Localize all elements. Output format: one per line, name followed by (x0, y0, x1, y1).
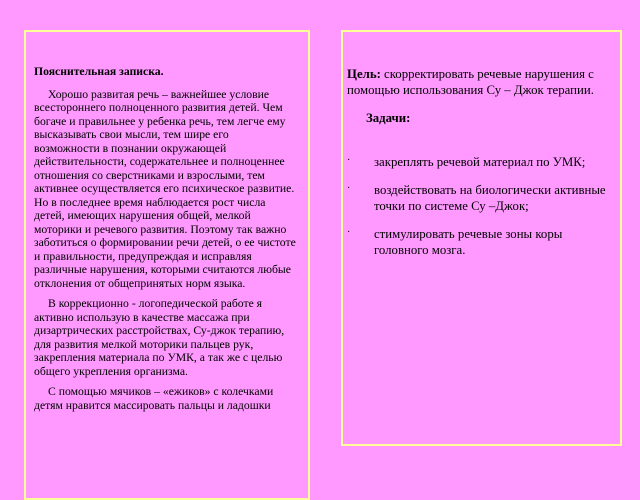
bullet-icon: · (347, 154, 351, 166)
task-text: закреплять речевой материал по УМК; (374, 154, 586, 169)
explanatory-note-content (34, 65, 296, 419)
goals-tasks-panel (341, 30, 622, 446)
goal-text: скорректировать речевые нарушения с помощью использования Су – Джок терапии. (347, 67, 594, 97)
explanatory-note-panel (24, 30, 310, 500)
bullet-icon: · (347, 183, 351, 194)
bullet-icon: · (347, 227, 351, 238)
note-paragraph-1: Хорошо развитая речь – важнейшее условие всестороннего полноценного развития детей. Чем богаче и правильнее у ребенка речь, тем легче ему высказывать свои мысли, тем шире его возможности в познании окружающей действительности, содержательнее и полноценнее отношения со сверстниками и взрослыми, тем активнее осуществляется его психическое развитие. Но в последнее время наблюдается рост числа детей, имеющих нарушения общей, мелкой моторики и речевого развития. Поэтому так важно заботиться о формировании речи детей, о ее чистоте и правильности, предупреждая и исправляя различные нарушения, которыми считаются любые отклонения от общепринятых норм языка. (34, 87, 296, 290)
task-text: воздействовать на биологически активные точки по системе Су –Джок; (374, 183, 606, 213)
goals-tasks-content (347, 67, 611, 271)
task-item (347, 227, 611, 258)
tasks-heading: Задачи: (366, 111, 411, 125)
goal-statement (347, 67, 611, 98)
explanatory-note-heading: Пояснительная записка. (34, 65, 164, 78)
note-paragraph-2: В коррекционно - логопедической работе я активно использую в качестве массажа при дизартрических расстройствах, Су-джок терапию, для развития мелкой моторики пальцев рук, закрепления материала по УМК, а так же с целью общего укрепления организма. (34, 297, 285, 378)
task-text: стимулировать речевые зоны коры головного мозга. (374, 227, 563, 257)
note-paragraph-3: С помощью мячиков – «ежиков» с колечками детям нравится массировать пальцы и ладошки (34, 385, 274, 412)
task-item (347, 183, 611, 214)
goal-label: Цель: (347, 67, 381, 81)
task-item (347, 155, 611, 171)
